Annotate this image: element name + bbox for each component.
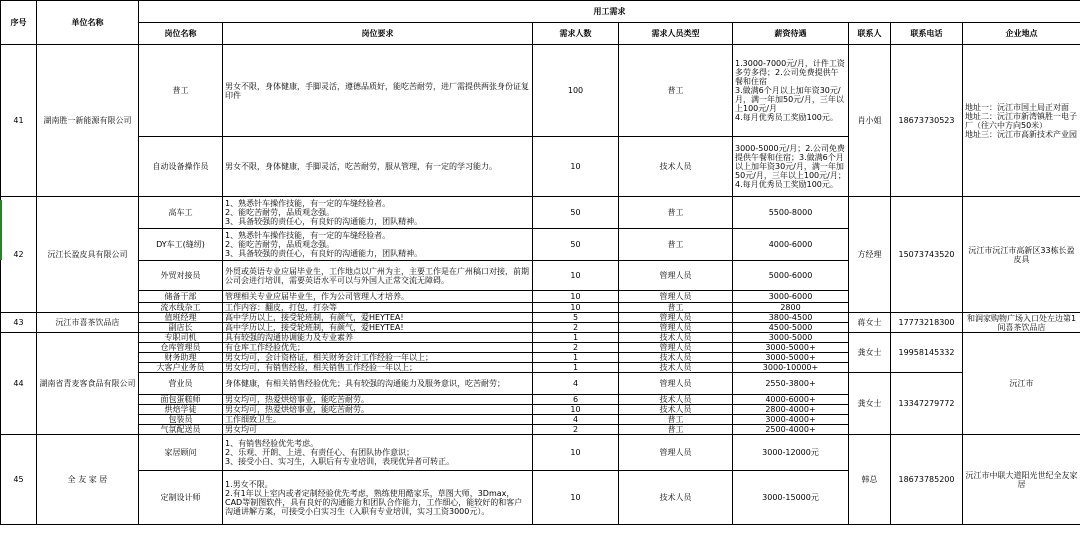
type-cell: 技术人员 — [619, 333, 733, 343]
pay-cell: 2550-3800+ — [733, 373, 849, 395]
phone-cell: 18673730523 — [891, 45, 963, 197]
type-cell: 普工 — [619, 229, 733, 261]
post-cell: 自动设备操作员 — [139, 137, 223, 197]
pay-cell: 3800-4500 — [733, 313, 849, 323]
requirement-cell: 管理相关专业应届毕业生，作为公司管理人才培养。 — [223, 291, 533, 303]
pay-cell: 1.3000-7000元/月，计件工资多劳多得；2.公司免费提供午餐和住宿 3.做满6个月以上加年资30元/月，满一年加50元/月，三年以上100元/月 4.每月优秀员工奖励100元。 — [733, 45, 849, 137]
count-cell: 4 — [533, 373, 619, 395]
table-row[interactable] — [1, 435, 1080, 471]
requirement-cell: 高中学历以上，接受轮班制，有颜气，爱HEYTEA! — [223, 313, 533, 323]
post-cell: 气氛配送员 — [139, 425, 223, 435]
seq-cell: 44 — [1, 333, 37, 435]
post-cell: DY车工(缝纫) — [139, 229, 223, 261]
pay-cell: 5500-8000 — [733, 197, 849, 229]
count-cell: 1 — [533, 333, 619, 343]
seq-cell: 42 — [1, 197, 37, 313]
header-group: 用工需求 — [139, 1, 1080, 23]
post-cell: 面包蛋糕师 — [139, 395, 223, 405]
count-cell: 10 — [533, 137, 619, 197]
phone-cell: 15073743520 — [891, 197, 963, 313]
requirement-cell: 具有较强的沟通协调能力及专业素养 — [223, 333, 533, 343]
pay-cell: 3000-15000元 — [733, 471, 849, 525]
type-cell: 技术人员 — [619, 395, 733, 405]
requirement-cell: 工作内容：翻皮，打包，打杂等 — [223, 303, 533, 313]
contact-cell: 蒋女士 — [849, 313, 891, 333]
table-row[interactable] — [1, 313, 1080, 323]
type-cell: 管理人员 — [619, 291, 733, 303]
requirement-cell: 工作细致卫生。 — [223, 415, 533, 425]
type-cell: 管理人员 — [619, 313, 733, 323]
pay-cell: 5000-6000 — [733, 261, 849, 291]
count-cell: 6 — [533, 395, 619, 405]
requirement-cell: 高中学历以上，接受轮班制，有颜气，爱HEYTEA! — [223, 323, 533, 333]
requirement-cell: 男女均可，热爱烘焙事业，能吃苦耐劳。 — [223, 395, 533, 405]
seq-cell: 41 — [1, 45, 37, 197]
type-cell: 管理人员 — [619, 261, 733, 291]
pay-cell: 3000-5000元/月；2.公司免费提供午餐和住宿；3.做满6个月以上加年资30元/月，满一年加50元/月，三年以上100元/月；4.每月优秀员工奖励100元。 — [733, 137, 849, 197]
pay-cell: 3000-4000+ — [733, 415, 849, 425]
table-row[interactable] — [1, 333, 1080, 343]
pay-cell: 2800-4000+ — [733, 405, 849, 415]
requirement-cell: 男女不限，身体健康，手脚灵活，遵德品质好，能吃苦耐劳，进厂需提供两张身份证复印件 — [223, 45, 533, 137]
post-cell: 专职司机 — [139, 333, 223, 343]
type-cell: 普工 — [619, 197, 733, 229]
company-cell: 湖南胜一新能源有限公司 — [37, 45, 139, 197]
requirement-cell: 男女均可，有销售经验，相关销售工作经验一年以上； — [223, 363, 533, 373]
count-cell: 10 — [533, 303, 619, 313]
pay-cell: 3000-10000+ — [733, 363, 849, 373]
contact-cell: 方经理 — [849, 197, 891, 313]
pay-cell: 4000-6000 — [733, 229, 849, 261]
header-type: 需求人员类型 — [619, 23, 733, 45]
type-cell: 管理人员 — [619, 373, 733, 395]
type-cell: 技术人员 — [619, 471, 733, 525]
company-cell: 沅江市喜茶饮品店 — [37, 313, 139, 333]
seq-cell: 45 — [1, 435, 37, 525]
header-pay: 薪资待遇 — [733, 23, 849, 45]
contact-cell: 韩总 — [849, 435, 891, 525]
pay-cell: 3000-5000+ — [733, 353, 849, 363]
type-cell: 技术人员 — [619, 363, 733, 373]
type-cell: 普工 — [619, 415, 733, 425]
requirement-cell: 男女不限，身体健康，手脚灵活，吃苦耐劳，服从管理，有一定的学习能力。 — [223, 137, 533, 197]
count-cell: 2 — [533, 343, 619, 353]
type-cell: 普工 — [619, 45, 733, 137]
pay-cell: 3000-5000+ — [733, 343, 849, 353]
header-requirement: 岗位要求 — [223, 23, 533, 45]
header-post: 岗位名称 — [139, 23, 223, 45]
table-row[interactable] — [1, 45, 1080, 137]
pay-cell: 3000-5000 — [733, 333, 849, 343]
company-cell: 湖南省青麦客食品有限公司 — [37, 333, 139, 435]
pay-cell: 2500-4000+ — [733, 425, 849, 435]
pay-cell: 4000-6000+ — [733, 395, 849, 405]
type-cell: 管理人员 — [619, 435, 733, 471]
phone-cell: 13347279772 — [891, 373, 963, 435]
address-cell: 沅江市沅江市高新区33栋长盈皮具 — [963, 197, 1080, 313]
row-selection-marker — [0, 200, 2, 260]
post-cell: 仓库管理员 — [139, 343, 223, 353]
requirement-cell: 1.男女不限。 2.有1年以上室内或者定制经验优先考虑，熟练使用酷家乐，草图大师，3Dmax，CAD等制图软件，具有良好的沟通能力和团队合作能力，工作细心，能较好的和客户沟通讲解方案，可接受小白实习生（入职有专业培训，实习工资3000元）。 — [223, 471, 533, 525]
phone-cell: 18673785200 — [891, 435, 963, 525]
count-cell: 4 — [533, 415, 619, 425]
requirement-cell: 男女均可 — [223, 425, 533, 435]
count-cell: 1 — [533, 353, 619, 363]
phone-cell: 17773218300 — [891, 313, 963, 333]
post-cell: 大客户业务员 — [139, 363, 223, 373]
header-address: 企业地点 — [963, 23, 1080, 45]
post-cell: 财务助理 — [139, 353, 223, 363]
requirement-cell: 男女均可，热爱烘焙事业，能吃苦耐劳。 — [223, 405, 533, 415]
requirement-cell: 1、有销售经验优先考虑。 2、乐观、开朗、上进、有责任心、有团队协作意识； 3、接受小白、实习生，入职后有专业培训，表现优异者可转正。 — [223, 435, 533, 471]
address-cell: 地址一：沅江市国土局正对面 地址二：沅江市新湾镇胜一电子厂（往六中方向50米） 地址三：沅江市高新技术产业园 — [963, 45, 1080, 197]
type-cell: 技术人员 — [619, 137, 733, 197]
count-cell: 10 — [533, 291, 619, 303]
post-cell: 营业员 — [139, 373, 223, 395]
contact-cell: 肖小姐 — [849, 45, 891, 197]
count-cell: 100 — [533, 45, 619, 137]
requirement-cell: 1、熟悉针车操作技能，有一定的车缝经验者。 2、能吃苦耐劳，品质观念强。 3、具备较强的责任心，有良好的沟通能力，团队精神。 — [223, 229, 533, 261]
company-cell: 全 友 家 居 — [37, 435, 139, 525]
post-cell: 包装员 — [139, 415, 223, 425]
count-cell: 2 — [533, 323, 619, 333]
count-cell: 5 — [533, 313, 619, 323]
table-row[interactable] — [1, 197, 1080, 229]
address-cell: 和润家购物广场入口处左边第1间喜茶饮品店 — [963, 313, 1080, 333]
header-count: 需求人数 — [533, 23, 619, 45]
seq-cell: 43 — [1, 313, 37, 333]
count-cell: 10 — [533, 471, 619, 525]
table-row[interactable] — [1, 373, 1080, 395]
requirement-cell: 1、熟悉针车操作技能，有一定的车缝经验者。 2、能吃苦耐劳，品质观念强。 3、具备较强的责任心，有良好的沟通能力，团队精神。 — [223, 197, 533, 229]
count-cell: 50 — [533, 197, 619, 229]
company-cell: 沅江长盈皮具有限公司 — [37, 197, 139, 313]
post-cell: 储备干部 — [139, 291, 223, 303]
header-company: 单位名称 — [37, 1, 139, 45]
header-phone: 联系电话 — [891, 23, 963, 45]
count-cell: 10 — [533, 435, 619, 471]
post-cell: 副店长 — [139, 323, 223, 333]
count-cell: 50 — [533, 229, 619, 261]
contact-cell: 龚女士 — [849, 333, 891, 373]
post-cell: 流水线杂工 — [139, 303, 223, 313]
count-cell: 1 — [533, 363, 619, 373]
type-cell: 管理人员 — [619, 343, 733, 353]
pay-cell: 2800 — [733, 303, 849, 313]
post-cell: 值班经理 — [139, 313, 223, 323]
post-cell: 普工 — [139, 45, 223, 137]
type-cell: 技术人员 — [619, 405, 733, 415]
count-cell: 2 — [533, 425, 619, 435]
contact-cell: 龚女士 — [849, 373, 891, 435]
address-cell: 沅江市 — [963, 333, 1080, 435]
address-cell: 沅江市中联大道阳光世纪全友家居 — [963, 435, 1080, 525]
phone-cell: 19958145332 — [891, 333, 963, 373]
requirement-cell: 有仓库工作经验优先； — [223, 343, 533, 353]
count-cell: 10 — [533, 261, 619, 291]
count-cell: 10 — [533, 405, 619, 415]
requirement-cell: 身体健康，有相关销售经验优先；具有较强的沟通能力及服务意识，吃苦耐劳； — [223, 373, 533, 395]
pay-cell: 3000-6000 — [733, 291, 849, 303]
post-cell: 高车工 — [139, 197, 223, 229]
type-cell: 技术人员 — [619, 353, 733, 363]
post-cell: 烘焙学徒 — [139, 405, 223, 415]
pay-cell: 4500-5000 — [733, 323, 849, 333]
requirement-cell: 外贸或英语专业应届毕业生，工作地点以广州为主，主要工作是在广州稿口对接，前期公司会进行培训，需要英语水平可以与外国人正常交流无障碍。 — [223, 261, 533, 291]
type-cell: 普工 — [619, 303, 733, 313]
post-cell: 家居顾问 — [139, 435, 223, 471]
header-seq: 序号 — [1, 1, 37, 45]
post-cell: 外贸对接员 — [139, 261, 223, 291]
header-contact: 联系人 — [849, 23, 891, 45]
type-cell: 普工 — [619, 425, 733, 435]
pay-cell: 3000-12000元 — [733, 435, 849, 471]
post-cell: 定制设计师 — [139, 471, 223, 525]
requirement-cell: 男女均可，会计资格证，相关财务会计工作经验一年以上； — [223, 353, 533, 363]
type-cell: 管理人员 — [619, 323, 733, 333]
